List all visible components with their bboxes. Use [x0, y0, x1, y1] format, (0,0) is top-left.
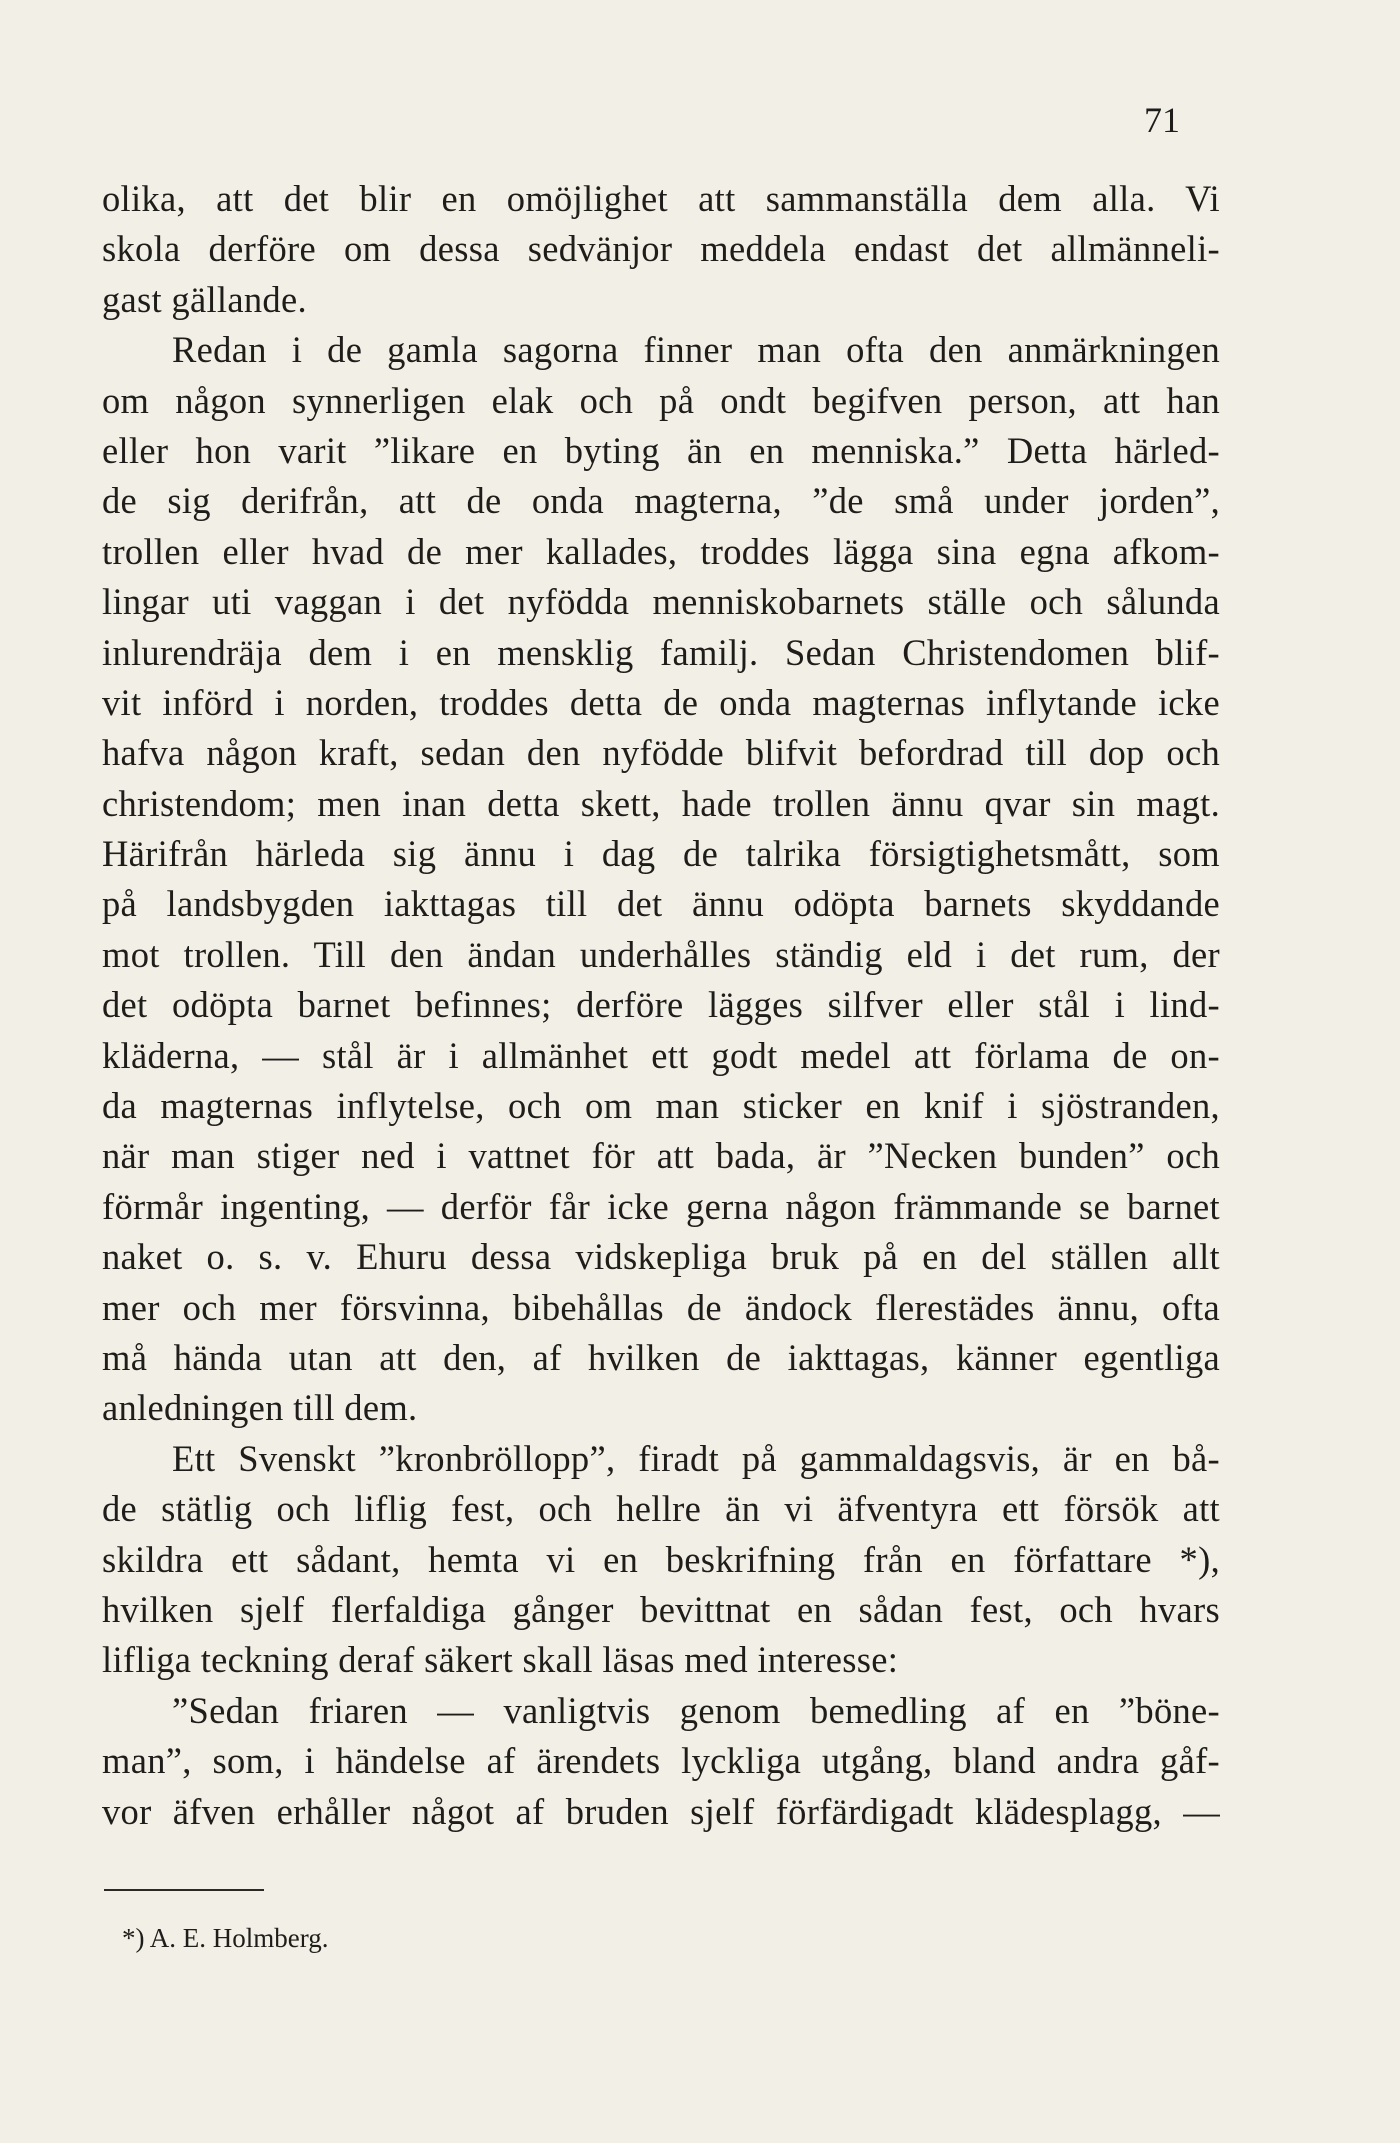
text-line: förmår ingenting, — derför får icke gerna någon främmande se barnet [102, 1185, 1220, 1227]
body-text [102, 174, 1220, 1837]
text-line: anledningen till dem. [102, 1387, 418, 1429]
text-line: christendom; men inan detta skett, hade trollen ännu qvar sin magt. [102, 782, 1220, 824]
text-line: de stätlig och liflig fest, och hellre än vi äfventyra ett försök att [102, 1488, 1220, 1530]
text-line: Redan i de gamla sagorna finner man ofta den anmärkningen [172, 329, 1220, 371]
text-line: skildra ett sådant, hemta vi en beskrifning från en författare *), [102, 1538, 1220, 1580]
text-line: lifliga teckning deraf säkert skall läsas med interesse: [102, 1639, 899, 1681]
text-line: när man stiger ned i vattnet för att bada, är ”Necken bunden” och [102, 1135, 1220, 1177]
text-line: lingar uti vaggan i det nyfödda menniskobarnets ställe och sålunda [102, 581, 1220, 623]
text-line: man”, som, i händelse af ärendets lyckliga utgång, bland andra gåf- [102, 1740, 1220, 1782]
text-line: på landsbygden iakttagas till det ännu odöpta barnets skyddande [102, 883, 1220, 925]
text-line: vor äfven erhåller något af bruden sjelf förfärdigadt klädesplagg, — [102, 1790, 1220, 1832]
text-line: Härifrån härleda sig ännu i dag de talrika försigtighetsmått, som [102, 833, 1220, 875]
page-number: 71 [1144, 100, 1180, 140]
text-line: vit införd i norden, troddes detta de onda magternas inflytande icke [102, 681, 1220, 723]
footnote-divider [104, 1889, 264, 1891]
text-line: da magternas inflytelse, och om man sticker en knif i sjöstranden, [102, 1085, 1220, 1127]
text-line: skola derföre om dessa sedvänjor meddela endast det allmänneli- [102, 228, 1220, 270]
text-line: hvilken sjelf flerfaldiga gånger bevittnat en sådan fest, och hvars [102, 1588, 1220, 1630]
text-line: om någon synnerligen elak och på ondt begifven person, att han [102, 379, 1220, 421]
text-line: Ett Svenskt ”kronbröllopp”, firadt på gammaldagsvis, är en bå- [172, 1437, 1220, 1479]
text-line: kläderna, — stål är i allmänhet ett godt medel att förlama de on- [102, 1034, 1220, 1076]
text-line: må hända utan att den, af hvilken de iakttagas, känner egentliga [102, 1336, 1220, 1378]
text-line: hafva någon kraft, sedan den nyfödde blifvit befordrad till dop och [102, 732, 1220, 774]
text-line: inlurendräja dem i en mensklig familj. Sedan Christendomen blif- [102, 631, 1220, 673]
text-line: det odöpta barnet befinnes; derföre lägges silfver eller stål i lind- [102, 984, 1220, 1026]
text-line: ”Sedan friaren — vanligtvis genom bemedling af en ”böne- [172, 1689, 1220, 1731]
text-line: trollen eller hvad de mer kallades, troddes lägga sina egna afkom- [102, 530, 1220, 572]
footnote: *) A. E. Holmberg. [122, 1923, 329, 1953]
text-line: gast gällande. [102, 278, 307, 320]
text-line: mer och mer försvinna, bibehållas de ändock flerestädes ännu, ofta [102, 1286, 1220, 1328]
text-line: olika, att det blir en omöjlighet att sammanställa dem alla. Vi [102, 178, 1220, 219]
text-line: eller hon varit ”likare en byting än en menniska.” Detta härled- [102, 429, 1220, 471]
text-line: naket o. s. v. Ehuru dessa vidskepliga bruk på en del ställen allt [102, 1236, 1220, 1278]
text-line: de sig derifrån, att de onda magterna, ”de små under jorden”, [102, 480, 1220, 522]
text-line: mot trollen. Till den ändan underhålles ständig eld i det rum, der [102, 933, 1220, 975]
